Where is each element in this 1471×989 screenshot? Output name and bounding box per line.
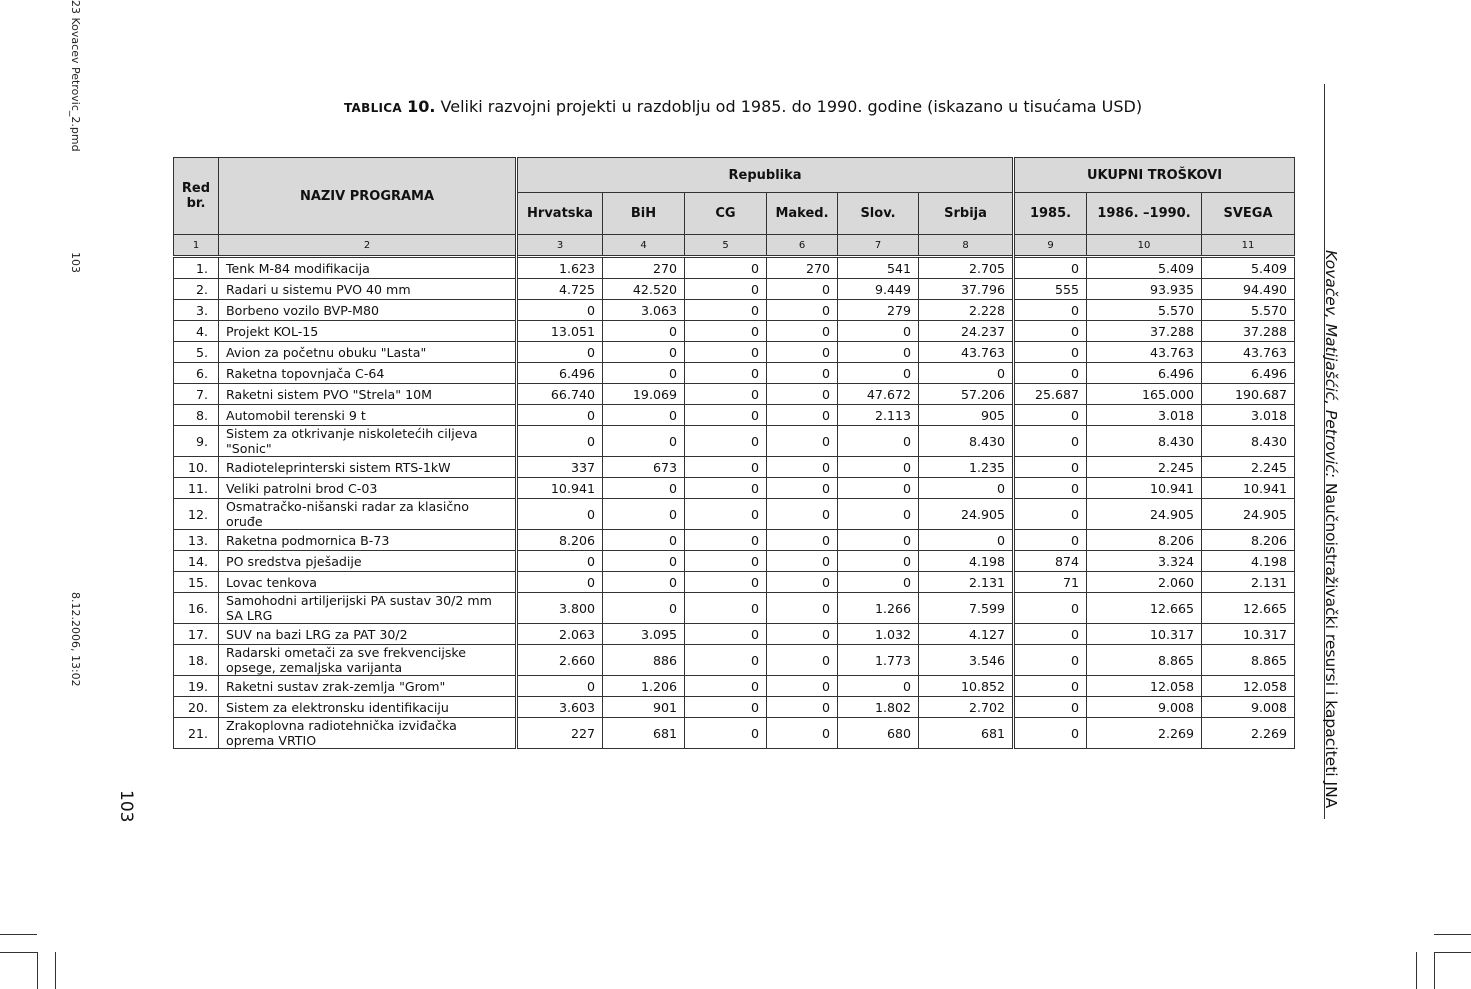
value-cell: 0 — [1014, 257, 1087, 279]
column-number: 5 — [685, 235, 767, 257]
value-cell: 5.570 — [1202, 300, 1295, 321]
value-cell: 4.198 — [919, 551, 1014, 572]
program-name: Veliki patrolni brod C-03 — [219, 478, 517, 499]
value-cell: 0 — [685, 718, 767, 749]
value-cell: 3.603 — [517, 697, 603, 718]
crop-mark — [37, 952, 38, 989]
table-row — [174, 478, 1295, 499]
running-head — [1322, 250, 1340, 808]
date-label: 8.12.2006, 13:02 — [69, 592, 82, 687]
value-cell: 270 — [603, 257, 685, 279]
table-row — [174, 645, 1295, 676]
value-cell: 0 — [767, 645, 838, 676]
value-cell: 0 — [1014, 342, 1087, 363]
header-col: 1985. — [1014, 193, 1087, 235]
table-row — [174, 257, 1295, 279]
value-cell: 541 — [838, 257, 919, 279]
header-republika: Republika — [517, 158, 1014, 193]
header-col: Hrvatska — [517, 193, 603, 235]
value-cell: 901 — [603, 697, 685, 718]
value-cell: 0 — [603, 363, 685, 384]
value-cell: 0 — [685, 624, 767, 645]
value-cell: 94.490 — [1202, 279, 1295, 300]
value-cell: 0 — [517, 342, 603, 363]
value-cell: 0 — [767, 499, 838, 530]
value-cell: 0 — [767, 624, 838, 645]
value-cell: 2.660 — [517, 645, 603, 676]
value-cell: 3.095 — [603, 624, 685, 645]
column-number: 6 — [767, 235, 838, 257]
value-cell: 8.430 — [1202, 426, 1295, 457]
value-cell: 3.063 — [603, 300, 685, 321]
value-cell: 8.865 — [1087, 645, 1202, 676]
value-cell: 2.705 — [919, 257, 1014, 279]
value-cell: 0 — [767, 279, 838, 300]
value-cell: 93.935 — [1087, 279, 1202, 300]
value-cell: 0 — [1014, 426, 1087, 457]
value-cell: 3.324 — [1087, 551, 1202, 572]
value-cell: 9.008 — [1202, 697, 1295, 718]
row-number: 8. — [174, 405, 219, 426]
value-cell: 0 — [603, 551, 685, 572]
header-col: Srbija — [919, 193, 1014, 235]
value-cell: 0 — [517, 551, 603, 572]
program-name: Radioteleprinterski sistem RTS-1kW — [219, 457, 517, 478]
value-cell: 57.206 — [919, 384, 1014, 405]
value-cell: 337 — [517, 457, 603, 478]
program-name: Raketni sistem PVO "Strela" 10M — [219, 384, 517, 405]
value-cell: 1.235 — [919, 457, 1014, 478]
value-cell: 0 — [603, 593, 685, 624]
value-cell: 43.763 — [1087, 342, 1202, 363]
table-row — [174, 342, 1295, 363]
table-body — [174, 257, 1295, 749]
table-row — [174, 572, 1295, 593]
row-number: 12. — [174, 499, 219, 530]
value-cell: 0 — [685, 499, 767, 530]
value-cell: 12.058 — [1087, 676, 1202, 697]
value-cell: 0 — [685, 645, 767, 676]
value-cell: 37.796 — [919, 279, 1014, 300]
value-cell: 0 — [767, 718, 838, 749]
value-cell: 0 — [685, 363, 767, 384]
row-number: 20. — [174, 697, 219, 718]
value-cell: 2.245 — [1087, 457, 1202, 478]
value-cell: 5.409 — [1202, 257, 1295, 279]
value-cell: 0 — [1014, 300, 1087, 321]
value-cell: 0 — [517, 405, 603, 426]
value-cell: 0 — [685, 426, 767, 457]
value-cell: 0 — [517, 572, 603, 593]
value-cell: 4.198 — [1202, 551, 1295, 572]
value-cell: 0 — [603, 405, 685, 426]
table-row — [174, 384, 1295, 405]
program-name: Samohodni artiljerijski PA sustav 30/2 mm SA LRG — [219, 593, 517, 624]
value-cell: 1.802 — [838, 697, 919, 718]
value-cell: 886 — [603, 645, 685, 676]
program-name: Borbeno vozilo BVP-M80 — [219, 300, 517, 321]
table-row — [174, 426, 1295, 457]
program-name: Sistem za otkrivanje niskoletećih ciljeva "Sonic" — [219, 426, 517, 457]
header-col: SVEGA — [1202, 193, 1295, 235]
header-col: BiH — [603, 193, 685, 235]
value-cell: 8.865 — [1202, 645, 1295, 676]
value-cell: 8.430 — [1087, 426, 1202, 457]
value-cell: 0 — [767, 530, 838, 551]
value-cell: 2.131 — [1202, 572, 1295, 593]
value-cell: 0 — [1014, 697, 1087, 718]
value-cell: 25.687 — [1014, 384, 1087, 405]
program-name: Radari u sistemu PVO 40 mm — [219, 279, 517, 300]
value-cell: 1.206 — [603, 676, 685, 697]
value-cell: 2.063 — [517, 624, 603, 645]
value-cell: 0 — [603, 342, 685, 363]
value-cell: 0 — [1014, 499, 1087, 530]
row-number: 17. — [174, 624, 219, 645]
value-cell: 3.018 — [1087, 405, 1202, 426]
table-row — [174, 624, 1295, 645]
value-cell: 8.206 — [1202, 530, 1295, 551]
value-cell: 0 — [1014, 593, 1087, 624]
value-cell: 3.800 — [517, 593, 603, 624]
caption-number: 10. — [407, 97, 436, 116]
value-cell: 3.546 — [919, 645, 1014, 676]
table-row — [174, 530, 1295, 551]
column-number: 2 — [219, 235, 517, 257]
program-name: PO sredstva pješadije — [219, 551, 517, 572]
value-cell: 2.113 — [838, 405, 919, 426]
column-number: 1 — [174, 235, 219, 257]
column-number: 11 — [1202, 235, 1295, 257]
value-cell: 1.623 — [517, 257, 603, 279]
program-name: Osmatračko-nišanski radar za klasično oruđe — [219, 499, 517, 530]
crop-mark — [1434, 952, 1435, 989]
value-cell: 0 — [919, 363, 1014, 384]
value-cell: 10.941 — [1202, 478, 1295, 499]
row-number: 5. — [174, 342, 219, 363]
value-cell: 0 — [517, 300, 603, 321]
value-cell: 6.496 — [1087, 363, 1202, 384]
program-name: Lovac tenkova — [219, 572, 517, 593]
value-cell: 190.687 — [1202, 384, 1295, 405]
value-cell: 0 — [603, 572, 685, 593]
value-cell: 9.008 — [1087, 697, 1202, 718]
row-number: 6. — [174, 363, 219, 384]
crop-mark — [0, 952, 37, 953]
value-cell: 673 — [603, 457, 685, 478]
column-number: 10 — [1087, 235, 1202, 257]
value-cell: 0 — [685, 697, 767, 718]
value-cell: 24.905 — [1202, 499, 1295, 530]
file-label: 23 Kovacev Petrovic_2.pmd — [69, 0, 82, 152]
value-cell: 0 — [767, 572, 838, 593]
value-cell: 905 — [919, 405, 1014, 426]
value-cell: 37.288 — [1202, 321, 1295, 342]
program-name: Raketni sustav zrak-zemlja "Grom" — [219, 676, 517, 697]
value-cell: 0 — [603, 499, 685, 530]
header-ukupni-troskovi: UKUPNI TROŠKOVI — [1014, 158, 1295, 193]
caption-label: TABLICA — [344, 101, 402, 115]
value-cell: 0 — [685, 300, 767, 321]
value-cell: 6.496 — [1202, 363, 1295, 384]
value-cell: 0 — [1014, 457, 1087, 478]
table-caption — [344, 97, 1142, 116]
value-cell: 8.206 — [517, 530, 603, 551]
value-cell: 680 — [838, 718, 919, 749]
value-cell: 681 — [919, 718, 1014, 749]
value-cell: 0 — [1014, 478, 1087, 499]
projects-table — [173, 157, 1295, 749]
value-cell: 6.496 — [517, 363, 603, 384]
row-number: 18. — [174, 645, 219, 676]
program-name: Projekt KOL-15 — [219, 321, 517, 342]
value-cell: 0 — [838, 426, 919, 457]
value-cell: 0 — [919, 530, 1014, 551]
value-cell: 0 — [838, 572, 919, 593]
crop-mark — [0, 934, 37, 935]
value-cell: 0 — [1014, 676, 1087, 697]
value-cell: 43.763 — [1202, 342, 1295, 363]
value-cell: 0 — [919, 478, 1014, 499]
value-cell: 0 — [685, 457, 767, 478]
row-number: 4. — [174, 321, 219, 342]
table-row — [174, 697, 1295, 718]
value-cell: 3.018 — [1202, 405, 1295, 426]
program-name: Avion za početnu obuku "Lasta" — [219, 342, 517, 363]
value-cell: 0 — [1014, 624, 1087, 645]
value-cell: 0 — [1014, 405, 1087, 426]
value-cell: 12.665 — [1202, 593, 1295, 624]
program-name: SUV na bazi LRG za PAT 30/2 — [219, 624, 517, 645]
value-cell: 0 — [1014, 718, 1087, 749]
value-cell: 5.409 — [1087, 257, 1202, 279]
value-cell: 0 — [603, 321, 685, 342]
row-number: 1. — [174, 257, 219, 279]
column-number: 8 — [919, 235, 1014, 257]
row-number: 3. — [174, 300, 219, 321]
value-cell: 0 — [767, 697, 838, 718]
value-cell: 0 — [685, 593, 767, 624]
table-row — [174, 321, 1295, 342]
column-number: 7 — [838, 235, 919, 257]
running-head-title: Naučnoistraživački resursi i kapaciteti JNA — [1322, 482, 1340, 809]
value-cell: 1.032 — [838, 624, 919, 645]
value-cell: 0 — [685, 676, 767, 697]
value-cell: 0 — [1014, 530, 1087, 551]
value-cell: 0 — [767, 593, 838, 624]
value-cell: 4.725 — [517, 279, 603, 300]
value-cell: 43.763 — [919, 342, 1014, 363]
value-cell: 2.245 — [1202, 457, 1295, 478]
value-cell: 2.269 — [1087, 718, 1202, 749]
value-cell: 0 — [1014, 321, 1087, 342]
value-cell: 0 — [685, 551, 767, 572]
value-cell: 279 — [838, 300, 919, 321]
row-number: 13. — [174, 530, 219, 551]
table-row — [174, 300, 1295, 321]
row-number: 16. — [174, 593, 219, 624]
program-name: Sistem za elektronsku identifikaciju — [219, 697, 517, 718]
row-number: 19. — [174, 676, 219, 697]
value-cell: 2.228 — [919, 300, 1014, 321]
value-cell: 0 — [685, 342, 767, 363]
value-cell: 0 — [517, 676, 603, 697]
value-cell: 0 — [685, 321, 767, 342]
table-row — [174, 405, 1295, 426]
row-number: 7. — [174, 384, 219, 405]
table-row — [174, 593, 1295, 624]
value-cell: 0 — [517, 499, 603, 530]
value-cell: 5.570 — [1087, 300, 1202, 321]
value-cell: 0 — [838, 551, 919, 572]
column-number: 4 — [603, 235, 685, 257]
row-number: 11. — [174, 478, 219, 499]
program-name: Raketna podmornica B-73 — [219, 530, 517, 551]
value-cell: 0 — [838, 530, 919, 551]
value-cell: 0 — [517, 426, 603, 457]
value-cell: 12.058 — [1202, 676, 1295, 697]
value-cell: 71 — [1014, 572, 1087, 593]
value-cell: 0 — [767, 342, 838, 363]
value-cell: 8.206 — [1087, 530, 1202, 551]
value-cell: 874 — [1014, 551, 1087, 572]
value-cell: 2.269 — [1202, 718, 1295, 749]
header-col: CG — [685, 193, 767, 235]
header-col: Slov. — [838, 193, 919, 235]
value-cell: 0 — [767, 551, 838, 572]
value-cell: 0 — [767, 300, 838, 321]
value-cell: 0 — [838, 342, 919, 363]
row-number: 21. — [174, 718, 219, 749]
header-col: Maked. — [767, 193, 838, 235]
header-naziv-programa: NAZIV PROGRAMA — [219, 158, 517, 235]
page-number: 103 — [116, 790, 136, 823]
caption-text: Veliki razvojni projekti u razdoblju od 1985. do 1990. godine (iskazano u tisućama USD) — [440, 97, 1143, 116]
value-cell: 2.131 — [919, 572, 1014, 593]
value-cell: 0 — [685, 405, 767, 426]
program-name: Tenk M-84 modifikacija — [219, 257, 517, 279]
table-row — [174, 551, 1295, 572]
table-row — [174, 718, 1295, 749]
value-cell: 47.672 — [838, 384, 919, 405]
value-cell: 7.599 — [919, 593, 1014, 624]
value-cell: 66.740 — [517, 384, 603, 405]
table-row — [174, 457, 1295, 478]
row-number: 10. — [174, 457, 219, 478]
value-cell: 0 — [685, 279, 767, 300]
value-cell: 0 — [767, 384, 838, 405]
value-cell: 227 — [517, 718, 603, 749]
value-cell: 0 — [603, 426, 685, 457]
value-cell: 13.051 — [517, 321, 603, 342]
value-cell: 0 — [838, 478, 919, 499]
value-cell: 10.941 — [1087, 478, 1202, 499]
program-name: Zrakoplovna radiotehnička izviđačka oprema VRTIO — [219, 718, 517, 749]
value-cell: 0 — [685, 530, 767, 551]
value-cell: 4.127 — [919, 624, 1014, 645]
table-row — [174, 676, 1295, 697]
value-cell: 0 — [767, 676, 838, 697]
header-col: 1986. –1990. — [1087, 193, 1202, 235]
value-cell: 0 — [838, 321, 919, 342]
value-cell: 0 — [767, 405, 838, 426]
value-cell: 0 — [685, 257, 767, 279]
crop-mark — [1434, 952, 1471, 953]
value-cell: 0 — [767, 457, 838, 478]
table-row — [174, 499, 1295, 530]
row-number: 15. — [174, 572, 219, 593]
row-number: 2. — [174, 279, 219, 300]
value-cell: 0 — [838, 457, 919, 478]
table-row — [174, 363, 1295, 384]
running-head-authors: Kovačev, Matijašćić, Petrović: — [1322, 250, 1340, 478]
row-number: 14. — [174, 551, 219, 572]
column-number: 9 — [1014, 235, 1087, 257]
column-number: 3 — [517, 235, 603, 257]
program-name: Automobil terenski 9 t — [219, 405, 517, 426]
value-cell: 10.941 — [517, 478, 603, 499]
value-cell: 0 — [767, 363, 838, 384]
value-cell: 555 — [1014, 279, 1087, 300]
value-cell: 24.905 — [919, 499, 1014, 530]
crop-mark — [1434, 934, 1471, 935]
program-name: Raketna topovnjača C-64 — [219, 363, 517, 384]
value-cell: 165.000 — [1087, 384, 1202, 405]
value-cell: 0 — [838, 676, 919, 697]
value-cell: 0 — [685, 572, 767, 593]
value-cell: 0 — [685, 478, 767, 499]
value-cell: 10.317 — [1202, 624, 1295, 645]
value-cell: 1.773 — [838, 645, 919, 676]
value-cell: 10.317 — [1087, 624, 1202, 645]
value-cell: 2.060 — [1087, 572, 1202, 593]
value-cell: 24.905 — [1087, 499, 1202, 530]
value-cell: 37.288 — [1087, 321, 1202, 342]
value-cell: 0 — [838, 363, 919, 384]
row-number: 9. — [174, 426, 219, 457]
value-cell: 0 — [1014, 645, 1087, 676]
value-cell: 8.430 — [919, 426, 1014, 457]
file-page-label: 103 — [69, 252, 82, 273]
value-cell: 42.520 — [603, 279, 685, 300]
value-cell: 0 — [767, 426, 838, 457]
value-cell: 0 — [767, 478, 838, 499]
value-cell: 0 — [1014, 363, 1087, 384]
value-cell: 2.702 — [919, 697, 1014, 718]
value-cell: 19.069 — [603, 384, 685, 405]
program-name: Radarski ometači za sve frekvencijske opsege, zemaljska varijanta — [219, 645, 517, 676]
value-cell: 12.665 — [1087, 593, 1202, 624]
value-cell: 270 — [767, 257, 838, 279]
value-cell: 0 — [603, 530, 685, 551]
value-cell: 9.449 — [838, 279, 919, 300]
value-cell: 1.266 — [838, 593, 919, 624]
table-row — [174, 279, 1295, 300]
value-cell: 0 — [767, 321, 838, 342]
header-red-br: Red br. — [174, 158, 219, 235]
crop-mark — [55, 952, 56, 989]
value-cell: 0 — [838, 499, 919, 530]
value-cell: 0 — [685, 384, 767, 405]
value-cell: 0 — [603, 478, 685, 499]
value-cell: 24.237 — [919, 321, 1014, 342]
crop-mark — [1416, 952, 1417, 989]
value-cell: 10.852 — [919, 676, 1014, 697]
value-cell: 681 — [603, 718, 685, 749]
